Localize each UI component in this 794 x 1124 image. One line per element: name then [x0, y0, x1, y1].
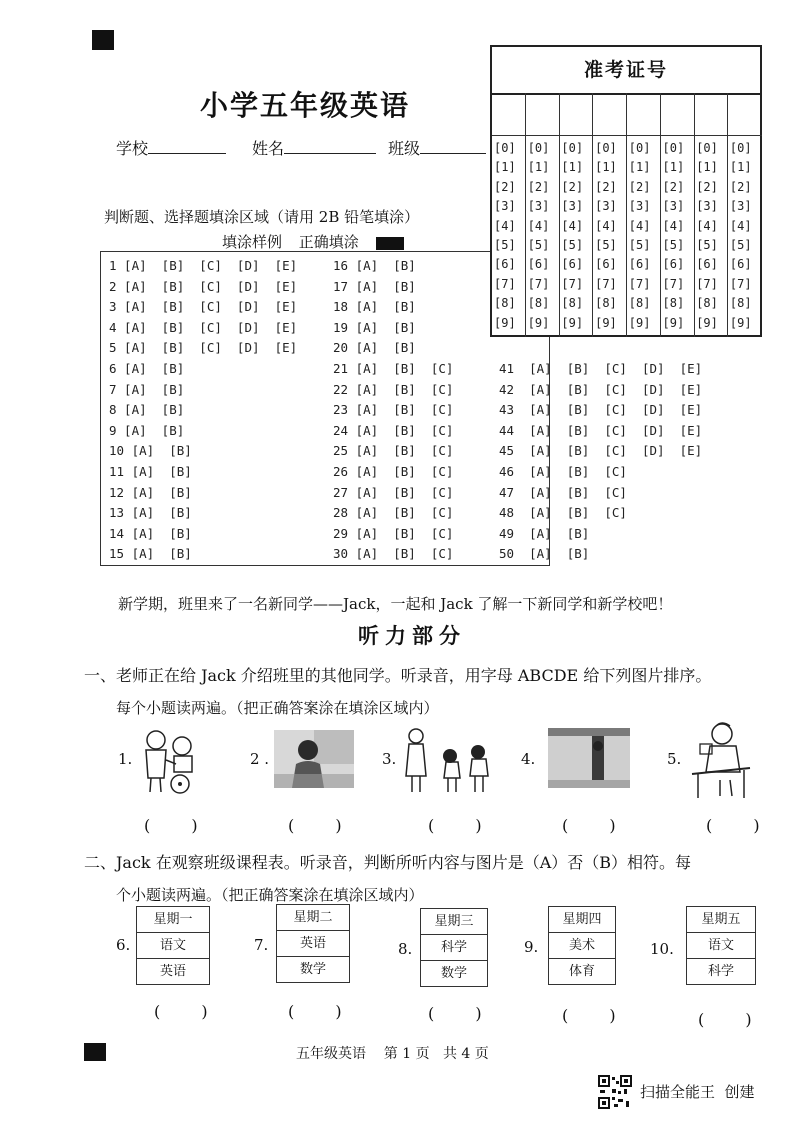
- answer-row-11-right[interactable]: 46 [A] [B] [C]: [499, 464, 627, 479]
- ticket-digit-bubble[interactable]: [5]: [527, 238, 550, 252]
- answer-row-9-mid[interactable]: 24 [A] [B] [C]: [333, 422, 454, 438]
- ticket-digit-bubble[interactable]: [0]: [494, 141, 516, 155]
- ticket-digit-bubble[interactable]: [2]: [561, 179, 584, 194]
- corner-marker-top: [92, 30, 114, 50]
- answer-row-6-right[interactable]: 41 [A] [B] [C] [D] [E]: [499, 361, 703, 376]
- ticket-digit-bubble[interactable]: [4]: [527, 218, 550, 233]
- ticket-digit-bubble[interactable]: [4]: [628, 218, 651, 233]
- page-title: 小学五年级英语: [200, 89, 411, 122]
- ticket-digit-bubble[interactable]: [1]: [628, 160, 651, 175]
- answer-row-15-right[interactable]: 50 [A] [B]: [499, 546, 590, 562]
- q10-number: 10.: [650, 940, 674, 958]
- ticket-digit-bubble[interactable]: [4]: [729, 218, 752, 233]
- part1-instruction-2: 每个小题读两遍。（把正确答案涂在填涂区域内）: [116, 699, 439, 717]
- picture-1-wheelchair-illustration: [138, 728, 202, 796]
- ticket-digit-bubble[interactable]: [8]: [561, 296, 584, 311]
- schedule-day: 星期五: [687, 907, 755, 933]
- part2-instruction-2: 个小题读两遍。（把正确答案涂在填涂区域内）: [116, 886, 424, 904]
- ticket-digit-bubble[interactable]: [2]: [696, 179, 718, 194]
- ticket-digit-bubble[interactable]: [4]: [494, 218, 516, 233]
- filled-bubble-sample: [376, 237, 404, 250]
- q9-number: 9.: [524, 938, 539, 956]
- answer-row-7-right[interactable]: 42 [A] [B] [C] [D] [E]: [499, 381, 703, 397]
- answer-row-7-mid[interactable]: 22 [A] [B] [C]: [333, 381, 454, 397]
- q9-answer-blank[interactable]: ( ): [562, 1006, 634, 1025]
- answer-row-13-left[interactable]: 13 [A] [B]: [109, 505, 192, 521]
- ticket-digit-bubble[interactable]: [9]: [729, 315, 752, 330]
- answer-row-8-left[interactable]: 8 [A] [B]: [109, 402, 185, 418]
- fill-sample: [222, 231, 404, 252]
- ticket-digit-bubble[interactable]: [8]: [527, 296, 550, 311]
- ticket-digit-column: [661, 93, 695, 337]
- schedule-subject: 数学: [440, 966, 467, 981]
- q4-number: 4.: [521, 750, 536, 768]
- answer-row-14-mid[interactable]: 29 [A] [B] [C]: [333, 525, 454, 541]
- ticket-digit-bubble[interactable]: [7]: [729, 276, 752, 291]
- ticket-digit-bubble[interactable]: [3]: [729, 199, 752, 214]
- ticket-digit-write-box[interactable]: [661, 93, 694, 136]
- q1-answer-blank[interactable]: ( ): [144, 816, 216, 835]
- q5-number: 5.: [667, 750, 682, 768]
- ticket-digit-bubble[interactable]: [1]: [696, 160, 718, 175]
- q1-number: 1.: [118, 750, 133, 768]
- picture-2-boy-photo: [274, 730, 354, 788]
- admission-ticket-box: [490, 45, 762, 337]
- schedule-card-8: [420, 908, 488, 987]
- ticket-digit-bubble[interactable]: [1]: [729, 160, 752, 175]
- ticket-digit-bubble[interactable]: [0]: [595, 141, 617, 155]
- ticket-digit-bubble[interactable]: [8]: [595, 296, 617, 311]
- ticket-digit-bubble[interactable]: [4]: [662, 218, 685, 233]
- ticket-digit-bubble[interactable]: [7]: [494, 276, 516, 291]
- corner-marker-bottom: [84, 1043, 106, 1061]
- answer-row-5-left[interactable]: 5 [A] [B] [C] [D] [E]: [109, 340, 298, 356]
- answer-row-8-right[interactable]: 43 [A] [B] [C] [D] [E]: [499, 402, 703, 418]
- scanner-credit: 扫描全能王 创建: [640, 1083, 755, 1101]
- answer-row-10-left[interactable]: 10 [A] [B]: [109, 443, 192, 459]
- ticket-digit-bubble[interactable]: [4]: [696, 218, 718, 233]
- ticket-digit-write-box[interactable]: [627, 93, 660, 136]
- ticket-digit-column: [593, 93, 627, 337]
- picture-5-reading-student-illustration: [690, 720, 752, 800]
- schedule-subject: 英语: [277, 931, 349, 957]
- intro-text: 新学期，班里来了一名新同学——Jack，一起和 Jack 了解一下新同学和新学校吧！: [118, 595, 673, 613]
- ticket-digit-bubble[interactable]: [2]: [628, 179, 651, 194]
- ticket-digit-bubble[interactable]: [6]: [729, 257, 752, 272]
- ticket-digit-bubble[interactable]: [2]: [595, 179, 617, 194]
- schedule-day: 星期一: [137, 907, 209, 933]
- ticket-digit-bubble[interactable]: [7]: [527, 276, 550, 291]
- answer-row-6-mid[interactable]: 21 [A] [B] [C]: [333, 361, 454, 376]
- ticket-digit-column: [559, 93, 593, 337]
- ticket-digit-bubble[interactable]: [4]: [595, 218, 617, 233]
- ticket-digit-bubble[interactable]: [6]: [662, 257, 685, 272]
- answer-row-15-left[interactable]: 15 [A] [B]: [109, 546, 192, 562]
- ticket-digit-bubble[interactable]: [7]: [662, 276, 685, 291]
- ticket-digit-bubble[interactable]: [0]: [696, 141, 718, 155]
- ticket-digit-column: [526, 93, 560, 337]
- answer-row-11-left[interactable]: 11 [A] [B]: [109, 464, 192, 479]
- ticket-digit-bubble[interactable]: [7]: [595, 276, 617, 291]
- q4-answer-blank[interactable]: ( ): [562, 816, 634, 835]
- ticket-digit-column: [627, 93, 661, 337]
- answer-grid: [100, 251, 703, 566]
- q7-answer-blank[interactable]: ( ): [288, 1002, 360, 1021]
- schedule-card-7: [276, 904, 350, 983]
- schedule-subject: 语文: [687, 933, 755, 959]
- ticket-digit-bubble[interactable]: [8]: [662, 296, 685, 311]
- ticket-digit-bubble[interactable]: [8]: [729, 296, 752, 311]
- ticket-digit-bubble[interactable]: [1]: [561, 160, 584, 175]
- ticket-digit-bubble[interactable]: [5]: [595, 238, 617, 252]
- answer-row-2-left[interactable]: 2 [A] [B] [C] [D] [E]: [109, 278, 298, 294]
- ticket-digit-column: [694, 93, 728, 337]
- ticket-digit-bubble[interactable]: [7]: [628, 276, 651, 291]
- schedule-subject: 体育: [568, 964, 595, 979]
- ticket-digit-bubble[interactable]: [6]: [527, 257, 550, 272]
- ticket-digit-bubble[interactable]: [5]: [628, 238, 651, 252]
- name-field: [252, 136, 376, 159]
- school-blank[interactable]: [148, 139, 226, 154]
- ticket-digit-write-box[interactable]: [694, 93, 727, 136]
- ticket-digit-bubble[interactable]: [2]: [729, 179, 752, 194]
- ticket-digit-bubble[interactable]: [3]: [662, 199, 685, 214]
- q5-answer-blank[interactable]: ( ): [706, 816, 778, 835]
- q8-answer-blank[interactable]: ( ): [428, 1004, 500, 1023]
- ticket-digit-bubble[interactable]: [3]: [696, 199, 718, 214]
- name-label: 姓名: [252, 139, 285, 158]
- ticket-digit-bubble[interactable]: [0]: [527, 141, 550, 155]
- part2-instruction: 二、Jack 在观察班级课程表。听录音，判断所听内容与图片是（A）否（B）相符。每: [84, 853, 692, 872]
- answer-row-12-left[interactable]: 12 [A] [B]: [109, 484, 192, 500]
- q2-number: 2 .: [250, 750, 270, 768]
- ticket-digit-bubble[interactable]: [9]: [696, 315, 718, 330]
- ticket-digit-bubble[interactable]: [2]: [662, 179, 685, 194]
- schedule-subject: 语文: [137, 933, 209, 959]
- sample-label: 填涂样例: [222, 233, 283, 251]
- ticket-digit-bubble[interactable]: [8]: [494, 296, 516, 311]
- ticket-digit-bubble[interactable]: [5]: [494, 238, 516, 252]
- answer-row-1-left[interactable]: 1 [A] [B] [C] [D] [E]: [109, 258, 298, 273]
- answer-row-4-mid[interactable]: 19 [A] [B]: [333, 319, 416, 335]
- q3-number: 3.: [382, 750, 397, 768]
- answer-row-12-mid[interactable]: 27 [A] [B] [C]: [333, 484, 454, 500]
- answer-row-6-left[interactable]: 6 [A] [B]: [109, 361, 185, 376]
- ticket-digit-bubble[interactable]: [0]: [628, 141, 651, 155]
- schedule-day: 星期四: [549, 907, 615, 933]
- ticket-digit-bubble[interactable]: [0]: [662, 141, 685, 155]
- q3-answer-blank[interactable]: ( ): [428, 816, 500, 835]
- schedule-day: 星期三: [421, 909, 487, 935]
- ticket-digit-bubble[interactable]: [2]: [527, 179, 550, 194]
- answer-row-15-mid[interactable]: 30 [A] [B] [C]: [333, 546, 454, 562]
- q6-answer-blank[interactable]: ( ): [154, 1002, 226, 1021]
- ticket-digit-write-box[interactable]: [559, 93, 592, 136]
- ticket-digit-write-box[interactable]: [492, 93, 525, 136]
- ticket-digit-bubble[interactable]: [9]: [561, 315, 584, 330]
- ticket-digit-bubble[interactable]: [3]: [595, 199, 617, 214]
- answer-row-2-mid[interactable]: 17 [A] [B]: [333, 278, 416, 294]
- ticket-digit-bubble[interactable]: [1]: [662, 160, 685, 175]
- ticket-digit-column: [492, 93, 526, 337]
- answer-row-4-left[interactable]: 4 [A] [B] [C] [D] [E]: [109, 319, 298, 335]
- ticket-digit-bubble[interactable]: [3]: [628, 199, 651, 214]
- ticket-digit-bubble[interactable]: [6]: [696, 257, 718, 272]
- answer-row-10-mid[interactable]: 25 [A] [B] [C]: [333, 443, 454, 459]
- ticket-digit-bubble[interactable]: [7]: [561, 276, 584, 291]
- schedule-subject: 英语: [159, 964, 186, 979]
- ticket-title: 准考证号: [492, 47, 760, 95]
- q6-number: 6.: [116, 936, 131, 954]
- schedule-card-9: [548, 906, 616, 985]
- ticket-digit-bubble[interactable]: [9]: [494, 315, 516, 330]
- ticket-digit-bubble[interactable]: [5]: [561, 238, 584, 252]
- ticket-digit-bubble[interactable]: [1]: [527, 160, 550, 175]
- class-label: 班级: [388, 139, 421, 158]
- ticket-digit-bubble[interactable]: [6]: [595, 257, 617, 272]
- ticket-digit-column: [728, 93, 762, 337]
- q7-number: 7.: [254, 936, 269, 954]
- ticket-digit-bubble[interactable]: [5]: [696, 238, 718, 252]
- sample-correct-label: 正确填涂: [298, 233, 359, 251]
- q10-answer-blank[interactable]: ( ): [698, 1010, 770, 1029]
- answer-row-7-left[interactable]: 7 [A] [B]: [109, 381, 185, 397]
- part1-instruction: 一、老师正在给 Jack 介绍班里的其他同学。听录音，用字母 ABCDE 给下列图片排序。: [84, 666, 712, 685]
- answer-row-3-mid[interactable]: 18 [A] [B]: [333, 299, 416, 315]
- ticket-digit-bubble[interactable]: [9]: [628, 315, 651, 330]
- ticket-digit-bubble[interactable]: [3]: [527, 199, 550, 214]
- schedule-card-10: [686, 906, 756, 985]
- name-blank[interactable]: [284, 139, 376, 154]
- answer-row-13-mid[interactable]: 28 [A] [B] [C]: [333, 505, 454, 521]
- ticket-digit-bubble[interactable]: [6]: [628, 257, 651, 272]
- answer-row-11-mid[interactable]: 26 [A] [B] [C]: [333, 464, 454, 479]
- ticket-digit-bubble[interactable]: [1]: [595, 160, 617, 175]
- answer-row-1-mid[interactable]: 16 [A] [B]: [333, 258, 416, 273]
- class-field: [388, 136, 486, 159]
- schedule-subject: 科学: [707, 964, 734, 979]
- answer-row-14-right[interactable]: 49 [A] [B]: [499, 525, 590, 541]
- class-blank[interactable]: [420, 139, 486, 154]
- answer-row-14-left[interactable]: 14 [A] [B]: [109, 525, 192, 541]
- school-label: 学校: [116, 139, 149, 158]
- school-field: [116, 136, 226, 159]
- ticket-digit-write-box[interactable]: [593, 93, 626, 136]
- picture-4-doorway-photo: [548, 728, 630, 788]
- ticket-digit-bubble[interactable]: [5]: [729, 238, 752, 252]
- answer-row-3-left[interactable]: 3 [A] [B] [C] [D] [E]: [109, 299, 298, 315]
- schedule-subject: 美术: [549, 933, 615, 959]
- ticket-digit-bubble[interactable]: [3]: [494, 199, 516, 214]
- ticket-digit-write-box[interactable]: [728, 93, 762, 136]
- ticket-digit-bubble[interactable]: [6]: [561, 257, 584, 272]
- ticket-digit-bubble[interactable]: [4]: [561, 218, 584, 233]
- schedule-subject: 数学: [299, 962, 326, 977]
- page-footer: 五年级英语 第 1 页 共 4 页: [296, 1046, 489, 1062]
- ticket-digit-write-box[interactable]: [526, 93, 559, 136]
- answer-row-5-mid[interactable]: 20 [A] [B]: [333, 340, 416, 356]
- answer-row-9-right[interactable]: 44 [A] [B] [C] [D] [E]: [499, 422, 703, 438]
- listening-section-title: 听力部分: [358, 624, 466, 648]
- answer-row-10-right[interactable]: 45 [A] [B] [C] [D] [E]: [499, 443, 703, 459]
- q8-number: 8.: [398, 940, 413, 958]
- ticket-digit-bubble[interactable]: [8]: [628, 296, 651, 311]
- ticket-digit-bubble[interactable]: [0]: [561, 141, 584, 155]
- ticket-digit-bubble[interactable]: [8]: [696, 296, 718, 311]
- ticket-digit-bubble[interactable]: [2]: [494, 179, 516, 194]
- ticket-digit-bubble[interactable]: [9]: [595, 315, 617, 330]
- ticket-digit-bubble[interactable]: [0]: [729, 141, 752, 155]
- ticket-digit-bubble[interactable]: [6]: [494, 257, 516, 272]
- schedule-day: 星期二: [277, 905, 349, 931]
- schedule-card-6: [136, 906, 210, 985]
- ticket-digit-bubble[interactable]: [1]: [494, 160, 516, 175]
- answer-row-9-left[interactable]: 9 [A] [B]: [109, 422, 185, 438]
- answer-row-13-right[interactable]: 48 [A] [B] [C]: [499, 505, 627, 521]
- schedule-subject: 科学: [421, 935, 487, 961]
- answer-row-12-right[interactable]: 47 [A] [B] [C]: [499, 484, 627, 500]
- ticket-digit-bubble[interactable]: [5]: [662, 238, 685, 252]
- qr-code-icon: [598, 1075, 632, 1109]
- ticket-digit-bubble[interactable]: [9]: [527, 315, 550, 330]
- q2-answer-blank[interactable]: ( ): [288, 816, 360, 835]
- answer-row-8-mid[interactable]: 23 [A] [B] [C]: [333, 402, 454, 418]
- ticket-digit-bubble[interactable]: [9]: [662, 315, 685, 330]
- picture-3-teacher-kids-illustration: [402, 726, 498, 794]
- ticket-digit-bubble[interactable]: [7]: [696, 276, 718, 291]
- answer-zone-title: 判断题、选择题填涂区域（请用 2B 铅笔填涂）: [104, 208, 420, 226]
- ticket-digit-bubble[interactable]: [3]: [561, 199, 584, 214]
